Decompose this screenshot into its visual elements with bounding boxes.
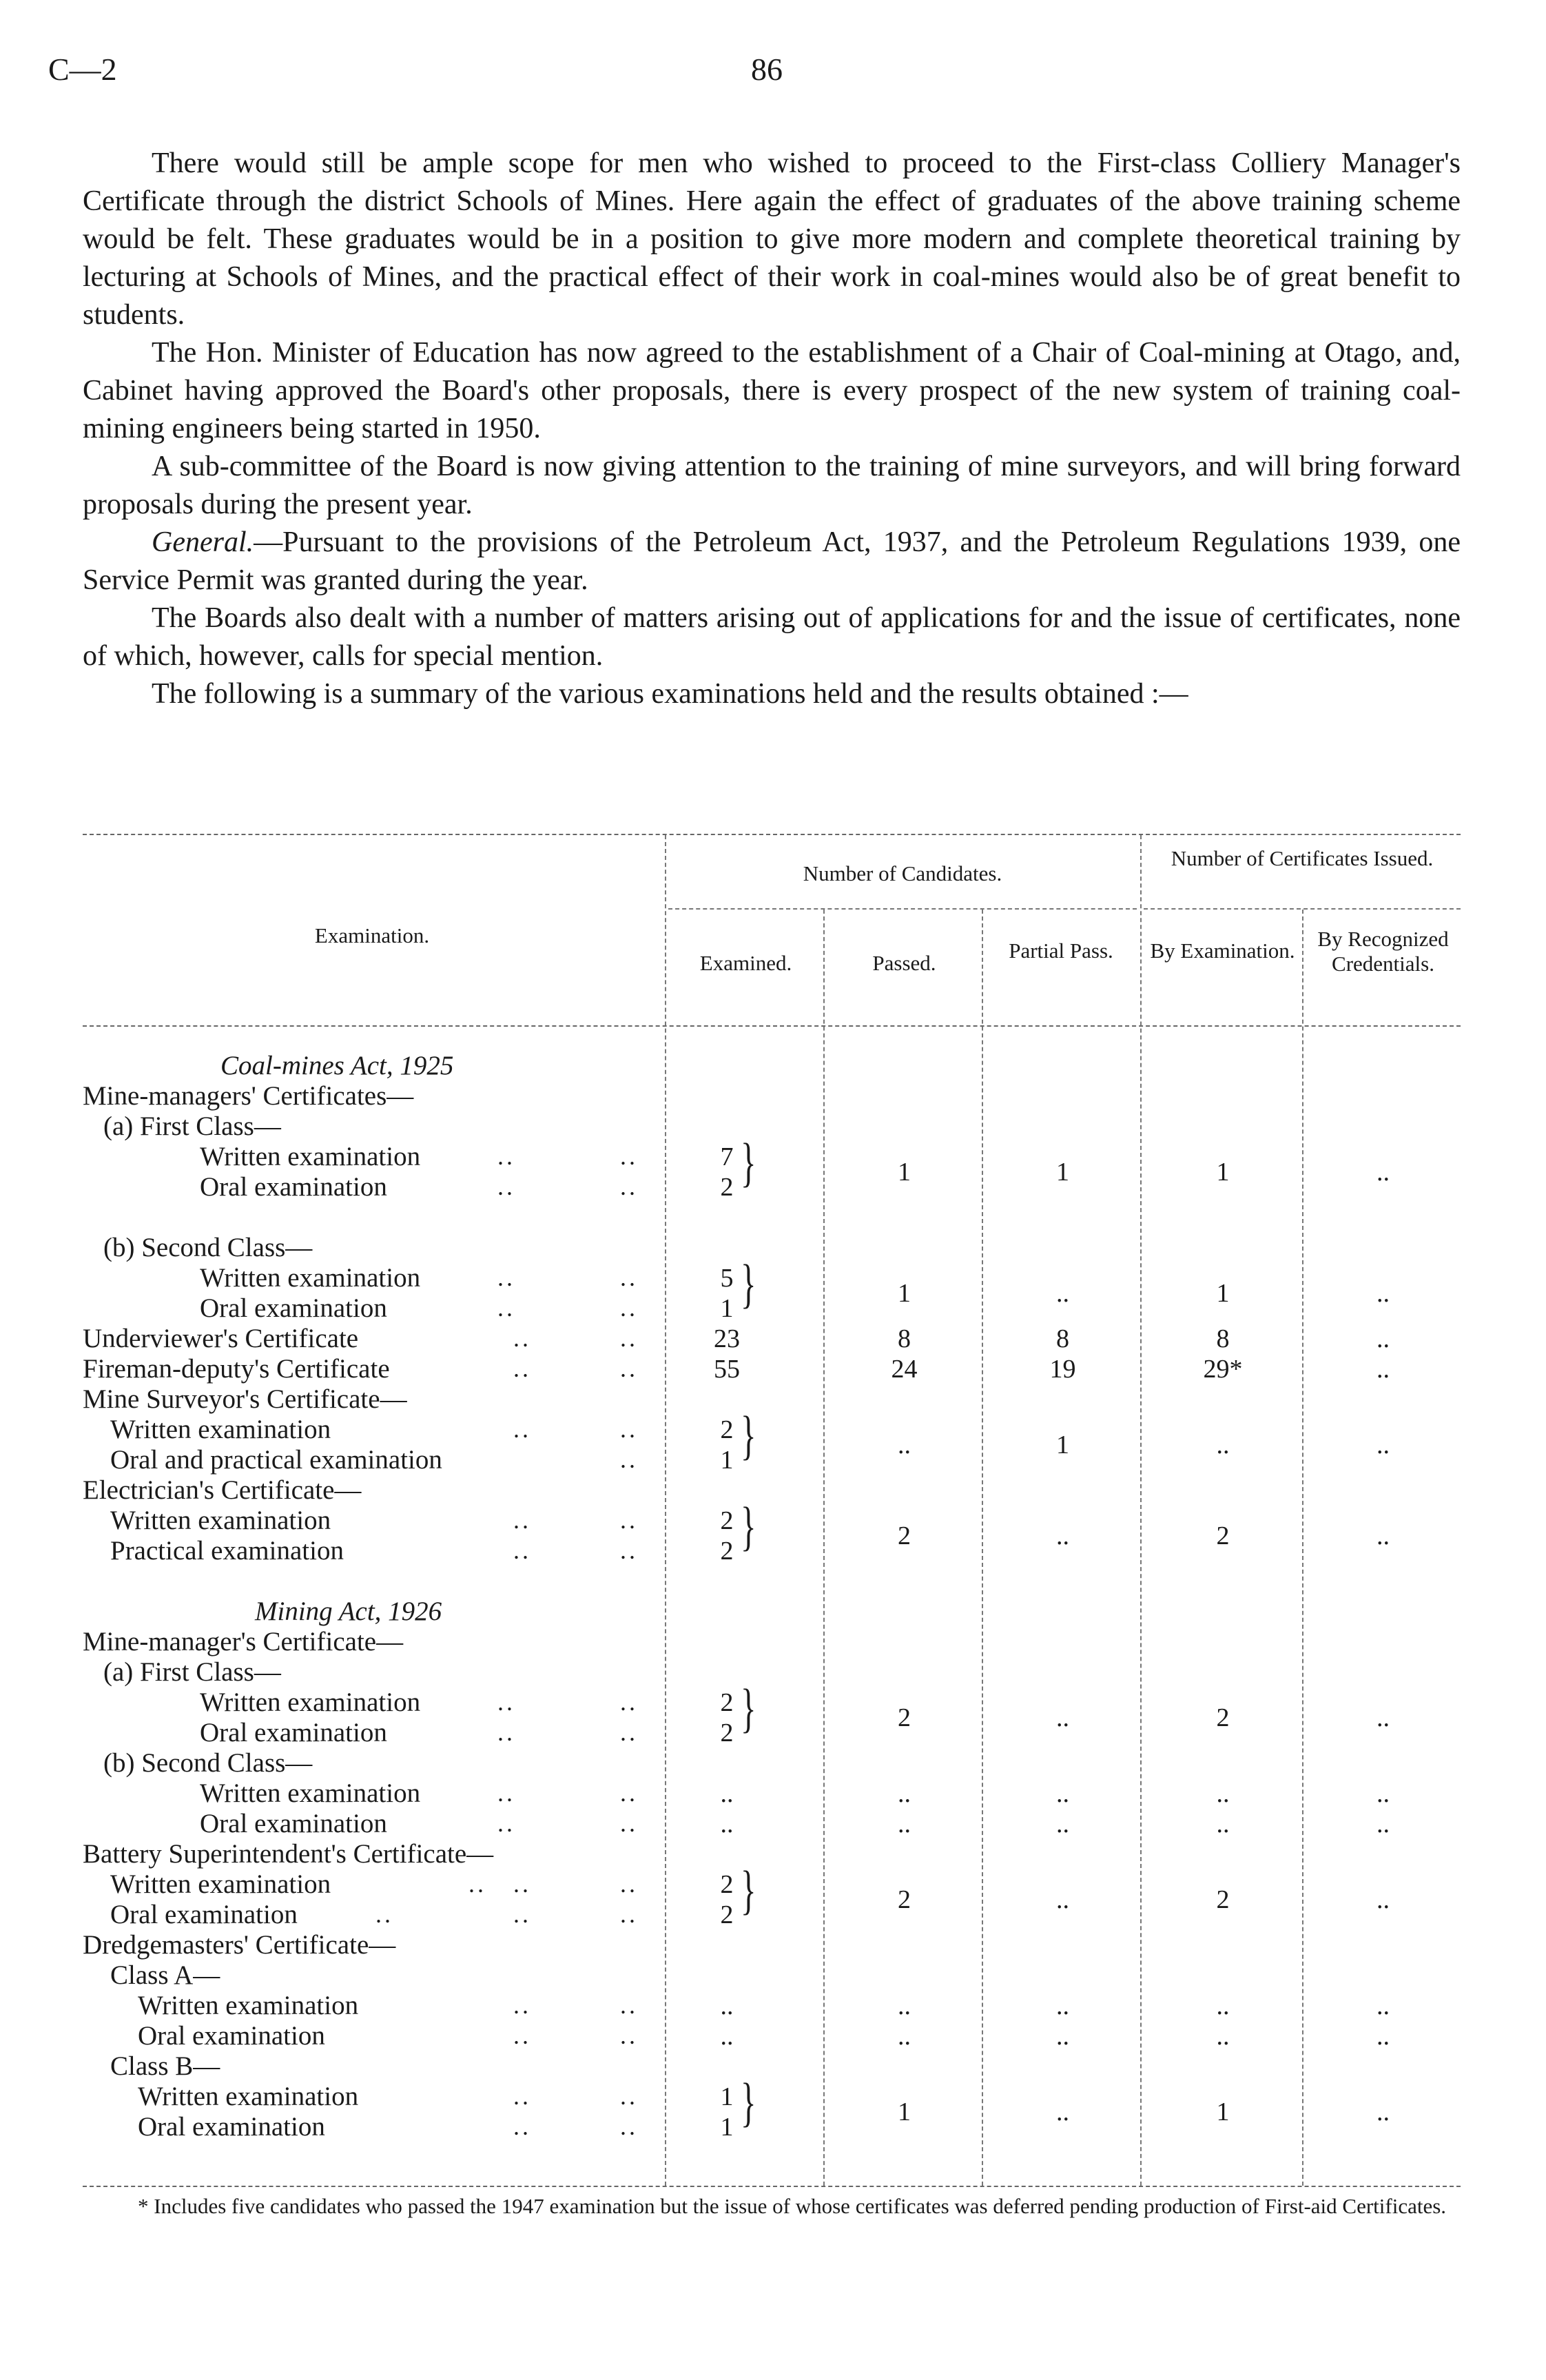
by-exam-value: .. [1216,1809,1230,1838]
paragraph: The following is a summary of the various examinations held and the results obtained :— [152,678,1188,710]
page-number: 86 [751,52,783,87]
by-exam-value: 29* [1203,1355,1243,1384]
leader-dots: .. [513,2022,531,2049]
table-header-rule [83,1025,1461,1027]
by-exam-value: 2 [1216,1521,1230,1550]
leader-dots: .. [513,1324,531,1352]
row-label: Class A— [110,1960,220,1990]
examined-value: 1 [720,1446,734,1475]
partial-value: 8 [1056,1324,1069,1353]
by-cred-value: .. [1377,2022,1390,2051]
passed-value: 1 [898,1279,911,1308]
leader-dots: .. [620,1537,638,1564]
row-label: Written examination [110,1869,331,1899]
by-cred-value: .. [1377,1324,1390,1353]
row-label: (b) Second Class— [103,1748,313,1778]
brace: } [741,1405,756,1465]
row-label: Battery Superintendent's Certificate— [83,1839,494,1869]
passed-value: .. [898,1779,911,1808]
paragraph-general [83,524,1461,599]
passed-value: .. [898,1991,911,2020]
leader-dots: .. [513,2082,531,2110]
leader-dots: .. [620,1900,638,1928]
header-examination: Examination. [314,923,430,947]
row-label: Oral examination [200,1293,387,1323]
leader-dots: .. [620,1415,638,1443]
examined-value: 2 [720,1719,734,1747]
row-label: Written examination [110,1506,331,1535]
partial-value: .. [1056,2022,1069,2051]
leader-dots: .. [468,1870,486,1898]
leader-dots: .. [513,2113,531,2140]
examined-value: 1 [720,1294,734,1323]
leader-dots: .. [620,1324,638,1352]
leader-dots: .. [497,1142,515,1170]
brace: } [741,2072,756,2132]
col-divider [1302,910,1303,2186]
leader-dots: .. [497,1719,515,1746]
leader-dots: .. [620,1779,638,1807]
partial-value: .. [1056,1521,1069,1550]
row-label: Underviewer's Certificate [83,1324,359,1353]
leader-dots: .. [620,1173,638,1200]
header-subrule [668,908,1137,910]
examined-value: 2 [720,1900,734,1929]
by-exam-value: .. [1216,1430,1230,1459]
leader-dots: .. [620,1142,638,1170]
passed-value: 1 [898,1158,911,1187]
leader-dots: .. [497,1173,515,1200]
passed-value: .. [898,1430,911,1459]
by-cred-value: .. [1377,1279,1390,1308]
passed-value: .. [898,1809,911,1838]
by-exam-value: 2 [1216,1703,1230,1732]
table-bottom-rule [83,2186,1461,2187]
header-examined: Examined. [699,951,792,975]
examined-value: 1 [720,2082,734,2111]
brace: } [741,1860,756,1920]
row-label: Written examination [138,1991,359,2020]
col-divider [823,910,825,2186]
partial-value: 19 [1049,1355,1076,1384]
partial-value: .. [1056,1885,1069,1914]
row-label: Mine-managers' Certificates— [83,1081,414,1111]
examined-value: 2 [720,1506,734,1535]
row-label: Oral examination [200,1718,387,1747]
by-cred-value: .. [1377,1521,1390,1550]
row-label: Oral and practical examination [110,1445,442,1475]
header-number-candidates: Number of Candidates. [803,861,1002,885]
leader-dots: .. [513,1870,531,1898]
leader-dots: .. [620,2022,638,2049]
leader-dots: .. [620,1870,638,1898]
table-top-rule [83,834,1461,835]
row-label: Mine Surveyor's Certificate— [83,1384,407,1414]
col-divider [665,835,666,2186]
by-cred-value: .. [1377,1809,1390,1838]
paragraph: The Hon. Minister of Education has now agreed to the establishment of a Chair of Coal-mining at Otago, and, Cabinet having approved the Board's other proposals, there is every prospect of the new system of training coal-mining engineers being started in 1950. [83,337,1461,444]
row-label: Written examination [200,1778,421,1808]
by-exam-value: .. [1216,1779,1230,1808]
leader-dots: .. [513,1537,531,1564]
examined-value: 5 [720,1264,734,1293]
by-exam-value: 2 [1216,1885,1230,1914]
row-label: Written examination [110,1415,331,1444]
leader-dots: .. [513,1506,531,1534]
leader-dots: .. [497,1264,515,1291]
examined-value: 2 [720,1537,734,1566]
brace: } [741,1132,756,1192]
header-by-credentials: By Recognized Credentials. [1317,927,1449,976]
examined-value: .. [720,1809,734,1838]
partial-value: .. [1056,1703,1069,1732]
row-label: Practical examination [110,1536,344,1566]
by-exam-value: .. [1216,2022,1230,2051]
leader-dots: .. [375,1900,393,1928]
examined-value: .. [720,1779,734,1808]
passed-value: 2 [898,1521,911,1550]
row-label: Mine-manager's Certificate— [83,1627,404,1656]
row-label: Written examination [200,1263,421,1293]
brace: } [741,1678,756,1738]
by-exam-value: 8 [1216,1324,1230,1353]
paragraph: There would still be ample scope for men who wished to proceed to the First-class Colliery Manager's Certificate through the district Schools of Mines. Here again the effect of graduates of the above training scheme would be felt. These graduates would be in a position to give more modern and complete theoretical training by lecturing at Schools of Mines, and the practical effect of their work in coal-mines would also be of great benefit to students. [83,147,1461,331]
by-cred-value: .. [1377,1885,1390,1914]
examined-value: 55 [714,1355,740,1384]
partial-value: .. [1056,1279,1069,1308]
row-label: (a) First Class— [103,1111,281,1141]
header-by-examination: By Examination. [1150,938,1295,963]
row-label: Oral examination [138,2112,325,2142]
by-exam-value: 1 [1216,2097,1230,2126]
row-label: Oral examination [110,1900,298,1929]
passed-value: 8 [898,1324,911,1353]
row-label: Oral examination [138,2021,325,2051]
leader-dots: .. [620,1719,638,1746]
passed-value: 2 [898,1885,911,1914]
by-cred-value: .. [1377,1703,1390,1732]
leader-dots: .. [513,1355,531,1382]
examined-value: 1 [720,2113,734,2142]
by-exam-value: .. [1216,1991,1230,2020]
brace: } [741,1253,756,1313]
leader-dots: .. [513,1415,531,1443]
document-code: C—2 [48,52,117,87]
section-heading: Mining Act, 1926 [255,1597,442,1626]
examined-value: 2 [720,1870,734,1899]
row-label: Oral examination [200,1172,387,1202]
by-exam-value: 1 [1216,1158,1230,1187]
examined-value: .. [720,1991,734,2020]
leader-dots: .. [620,2082,638,2110]
general-text: —Pursuant to the provisions of the Petroleum Act, 1937, and the Petroleum Regulations 1939, one Service Permit was granted during the year. [83,526,1461,596]
partial-value: .. [1056,1809,1069,1838]
examined-value: 23 [714,1324,740,1353]
partial-value: 1 [1056,1430,1069,1459]
body-text [83,145,1461,713]
leader-dots: .. [620,1688,638,1716]
row-label: Written examination [200,1142,421,1171]
general-label: General. [152,526,254,558]
leader-dots: .. [620,2113,638,2140]
section-heading: Coal-mines Act, 1925 [220,1051,454,1080]
passed-value: 2 [898,1703,911,1732]
header-partial-pass: Partial Pass. [1009,938,1113,963]
header-passed: Passed. [872,951,936,975]
by-cred-value: .. [1377,1779,1390,1808]
partial-value: .. [1056,1991,1069,2020]
partial-value: .. [1056,2097,1069,2126]
row-label: Electrician's Certificate— [83,1475,362,1505]
row-label: Class B— [110,2051,220,2081]
col-divider [1140,835,1142,2186]
by-cred-value: .. [1377,2097,1390,2126]
leader-dots: .. [497,1294,515,1322]
leader-dots: .. [620,1355,638,1382]
leader-dots: .. [513,1900,531,1928]
row-label: Fireman-deputy's Certificate [83,1354,390,1384]
row-label: (b) Second Class— [103,1233,313,1262]
header-number-certificates: Number of Certificates Issued. [1171,846,1434,870]
row-label: Dredgemasters' Certificate— [83,1930,396,1960]
brace: } [741,1496,756,1556]
leader-dots: .. [620,1809,638,1837]
examined-value: 2 [720,1688,734,1717]
by-cred-value: .. [1377,1430,1390,1459]
examined-value: 2 [720,1415,734,1444]
row-label: Written examination [200,1687,421,1717]
footnote: * Includes five candidates who passed the 1947 examination but the issue of whose certificates was deferred pending production of First-aid Certificates. [138,2194,1447,2218]
passed-value: .. [898,2022,911,2051]
partial-value: 1 [1056,1158,1069,1187]
by-cred-value: .. [1377,1158,1390,1187]
leader-dots: .. [620,1294,638,1322]
row-label: Written examination [138,2082,359,2111]
by-cred-value: .. [1377,1355,1390,1384]
by-exam-value: 1 [1216,1279,1230,1308]
passed-value: 24 [891,1355,918,1384]
partial-value: .. [1056,1779,1069,1808]
examined-value: 2 [720,1173,734,1202]
paragraph: The Boards also dealt with a number of matters arising out of applications for and the issue of certificates, none of which, however, calls for special mention. [83,602,1461,672]
leader-dots: .. [497,1809,515,1837]
examined-value: .. [720,2022,734,2051]
leader-dots: .. [497,1779,515,1807]
paragraph: A sub-committee of the Board is now giving attention to the training of mine surveyors, and will bring forward proposals during the present year. [83,451,1461,520]
leader-dots: .. [620,1264,638,1291]
leader-dots: .. [497,1688,515,1716]
row-label: (a) First Class— [103,1657,281,1687]
leader-dots: .. [620,1506,638,1534]
passed-value: 1 [898,2097,911,2126]
col-divider [982,910,983,2186]
examined-value: 7 [720,1142,734,1171]
by-cred-value: .. [1377,1991,1390,2020]
row-label: Oral examination [200,1809,387,1838]
leader-dots: .. [513,1991,531,2019]
leader-dots: .. [620,1991,638,2019]
leader-dots: .. [620,1446,638,1473]
